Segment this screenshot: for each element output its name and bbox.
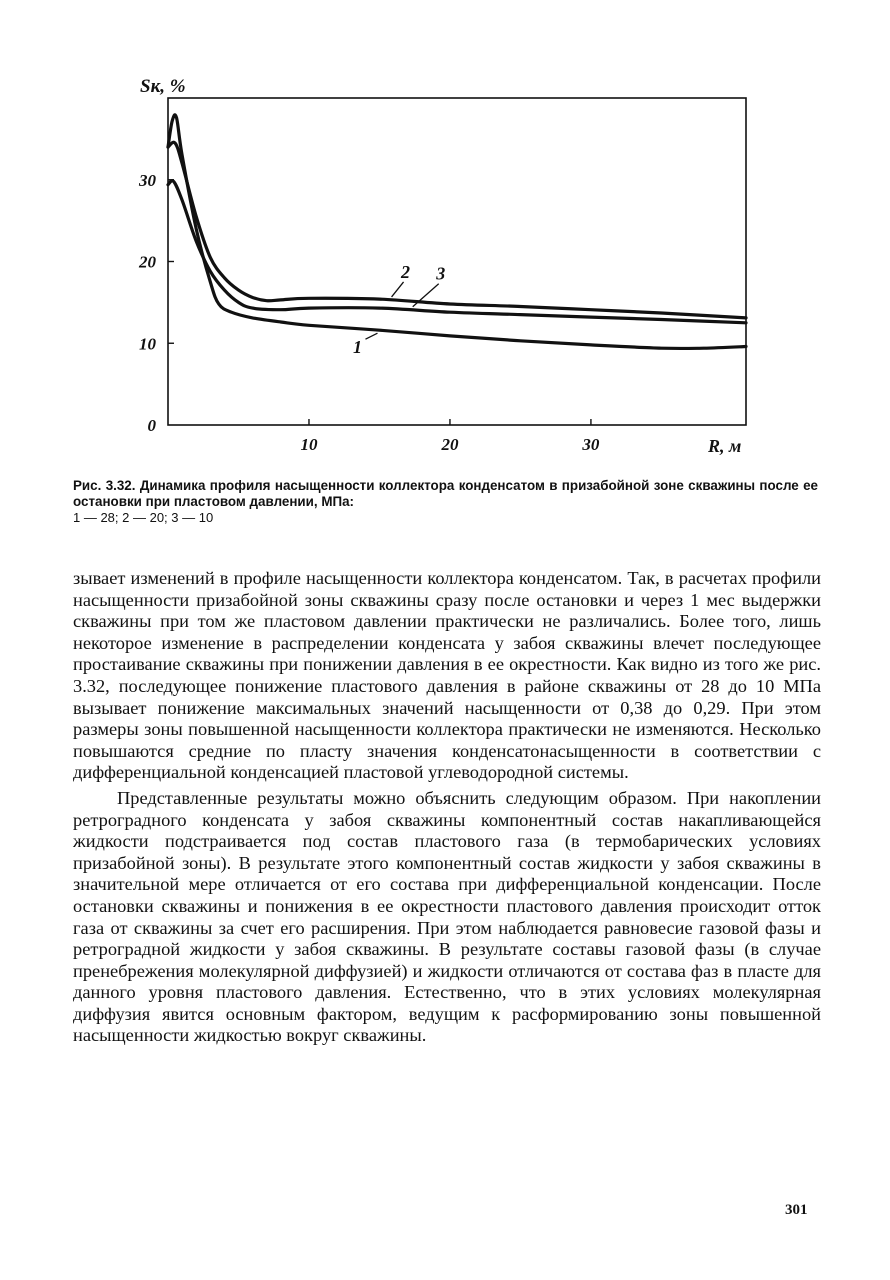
body-text [73,568,821,1047]
saturation-profile-chart [120,60,780,470]
y-tick-label: 0 [147,416,156,435]
y-tick-label: 20 [139,252,156,272]
y-tick-label: 10 [139,334,156,354]
caption-title: Рис. 3.32. Динамика профиля насыщенности коллектора конденсатом в призабойной зоне скважины после ее остановки при пластовом давлении, МПа: [73,478,818,509]
series-2-line [168,142,746,318]
series-2-leader [392,282,404,297]
caption-legend: 1 — 28; 2 — 20; 3 — 10 [73,510,214,525]
series-1-label: 1 [352,337,362,358]
paragraph-2: Представленные результаты можно объяснить следующим образом. При накоплении ретроградного конденсата у забоя скважины компонентный состав накапливающейся жидкости подстраивается под состав пластового газа (в термобарических условиях призабойной зоны). В результате этого компонентный состав жидкости у забоя скважины в значительной мере отличается от его состава при дифференциальной конденсации. После остановки скважины и понижения в ее окрестности пластового давления происходит отток газа от скважины за счет его расширения. При этом наблюдается равновесие газовой фазы и ретроградной жидкости у забоя скважины. В результате составы газовой фазы (в случае пренебрежения молекулярной диффузией) и жидкости отличаются от состава фаз в пласте для данного уровня пластового давления. Естественно, что в этих условиях молекулярная диффузия явится основным фактором, ведущим к расформированию зоны повышенной насыщенности жидкостью вокруг скважины. [73,787,821,1046]
figure-caption [73,478,818,526]
y-axis-label: Sк, % [140,76,186,97]
y-tick-label: 30 [139,170,156,190]
series-2-label: 2 [401,261,411,282]
series-3-label: 3 [436,263,446,284]
series-3-line [168,181,746,323]
x-tick-label: 10 [300,435,318,454]
page-number: 301 [785,1202,808,1218]
x-tick-label: 30 [582,435,600,454]
paragraph-1: зывает изменений в профиле насыщенности коллектора конденсатом. Так, в расчетах профили насыщенности призабойной зоны скважины сразу после остановки и через 1 мес выдержки скважины при том же пластовом давлении практически не различались. Более того, лишь некоторое изменение в распределении конденсата у забоя скважины влечет последующее простаивание скважины при понижении давления в ее окрестности. Как видно из того же рис. 3.32, последующее понижение пластового давления в районе скважины от 28 до 10 МПа вызывает понижение максимальных значений насыщенности от 0,38 до 0,29. При этом размеры зоны повышенной насыщенности коллектора практически не изменяются. Несколько повышаются средние по пласту значения конденсатонасыщенности в соответствии с дифференциальной конденсацией пластовой углеводородной системы. [73,568,821,783]
plot-frame [168,98,746,425]
x-tick-label: 20 [441,435,459,454]
series-1-leader [365,333,377,339]
series-lines [168,115,746,349]
x-axis-label: R, м [708,436,742,456]
